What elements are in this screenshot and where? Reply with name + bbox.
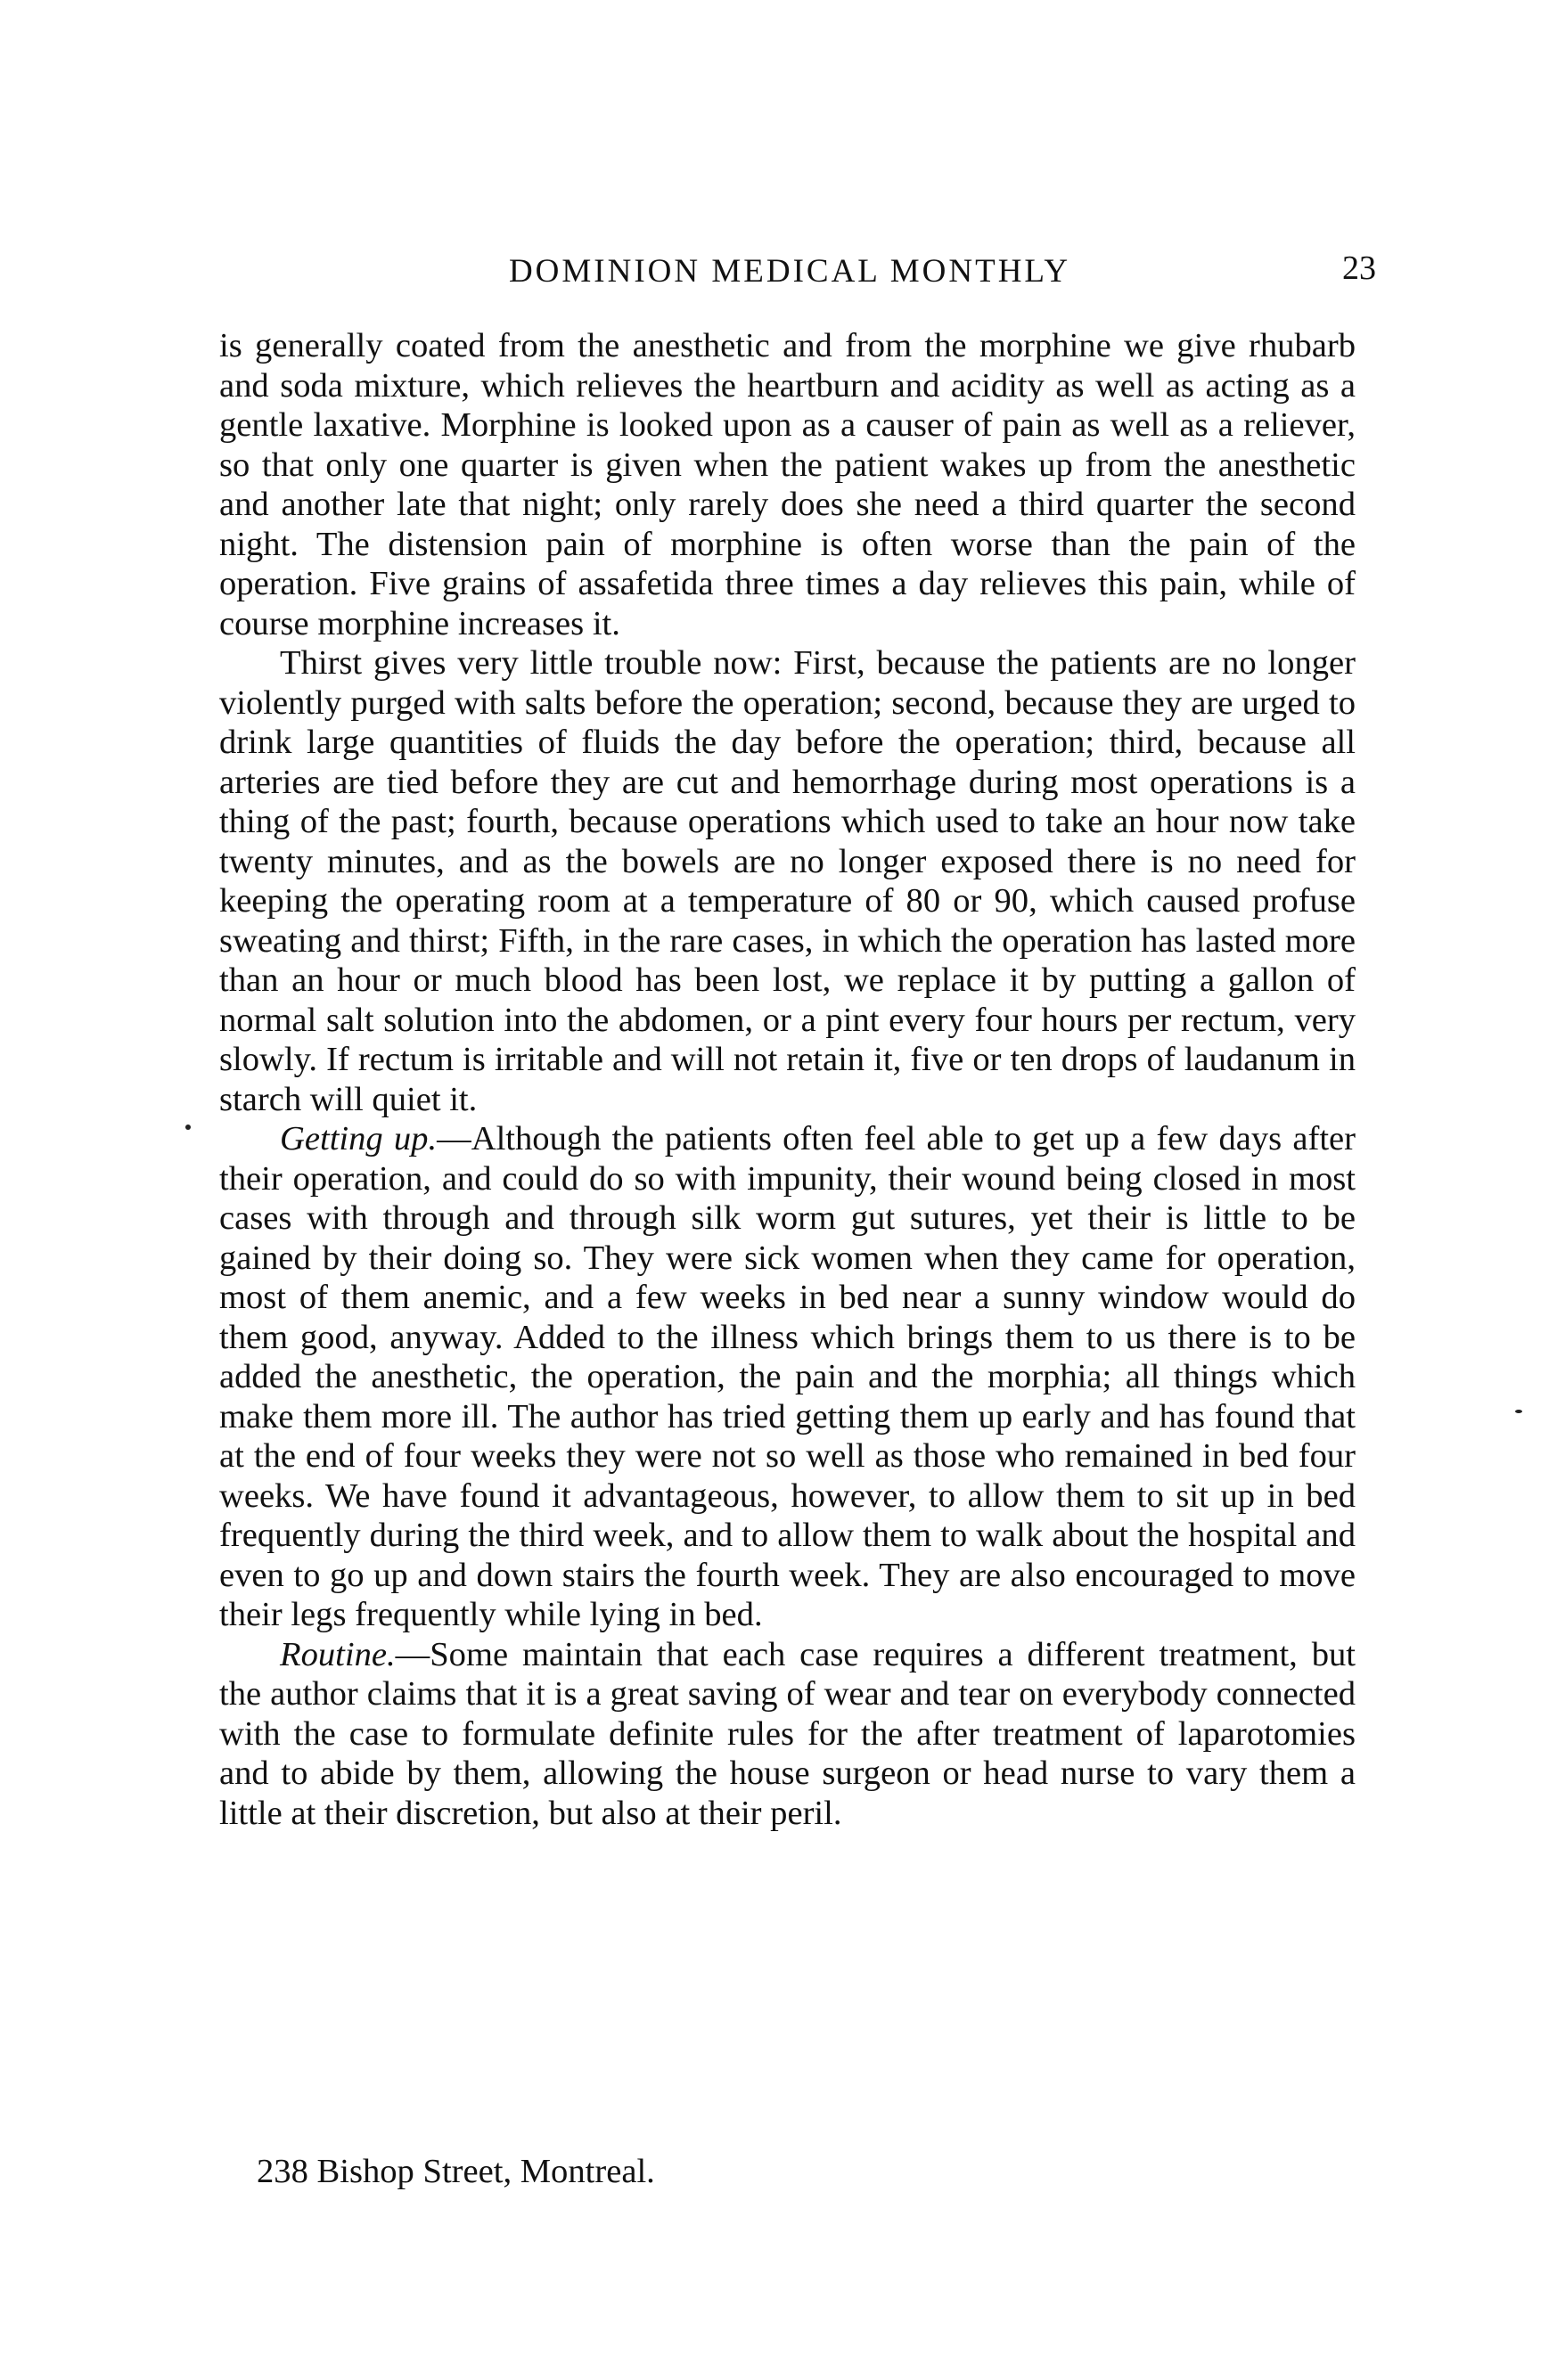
running-head	[219, 249, 1376, 294]
paragraph-text: is generally coated from the anesthetic and from the morphine we give rhubarb and soda mixture, which relieves the heartburn and acidity as well as acting as a gentle laxative. Morphine is looked upon as a causer of pain as well as a reliever, so that only one quarter is given when the patient wakes up from the anesthetic and another late that night; only rarely does she need a third quarter the second night. The distension pain of morphine is often worse than the pain of the operation. Five grains of assafetida three times a day relieves this pain, while of course morphine increases it.	[219, 327, 1356, 642]
margin-speck	[1515, 1410, 1522, 1413]
article-body	[219, 326, 1356, 1833]
paragraph-routine	[219, 1635, 1356, 1834]
paragraph-getting-up	[219, 1119, 1356, 1635]
margin-speck	[185, 1125, 191, 1130]
run-in-heading: Getting up.	[280, 1120, 438, 1157]
page-number: 23	[1342, 249, 1376, 287]
paragraph-text: —Although the patients often feel able to get up a few days after their operation, and could do so with impunity, their wound being closed in most cases with through and through silk worm gut sutures, yet their is little to be gained by their doing so. They were sick women when they came for operation, most of them anemic, and a few weeks in bed near a sunny window would do them good, anyway. Added to the illness which brings them to us there is to be added the anesthetic, the operation, the pain and the morphia; all things which make them more ill. The author has tried getting them up early and has found that at the end of four weeks they were not so well as those who remained in bed four weeks. We have found it advantageous, however, to allow them to sit up in bed frequently during the third week, and to allow them to walk about the hospital and even to go up and down stairs the fourth week. They are also encouraged to move their legs frequently while lying in bed.	[219, 1120, 1356, 1633]
paragraph-continuation	[219, 326, 1356, 643]
paragraph-text: —Some maintain that each case requires a different treatment, but the author claims that it is a great saving of wear and tear on everybody connected with the case to formulate definite rules for the after treatment of laparotomies and to abide by them, allowing the house surgeon or head nurse to vary them a little at their discretion, but also at their peril.	[219, 1635, 1356, 1832]
journal-title: DOMINION MEDICAL MONTHLY	[508, 253, 1071, 290]
paragraph-thirst	[219, 643, 1356, 1119]
paragraph-text: Thirst gives very little trouble now: First, because the patients are no longer violently purged with salts before the operation; second, because they are urged to drink large quantities of fluids the day before the operation; third, because all arteries are tied before they are cut and hemorrhage during most operations is a thing of the past; fourth, because operations which used to take an hour now take twenty minutes, and as the bowels are no longer exposed there is no need for keeping the operating room at a temperature of 80 or 90, which caused profuse sweating and thirst; Fifth, in the rare cases, in which the operation has lasted more than an hour or much blood has been lost, we replace it by putting a gallon of normal salt solution into the abdomen, or a pint every four hours per rectum, very slowly. If rectum is irritable and will not retain it, five or ten drops of laudanum in starch will quiet it.	[219, 644, 1356, 1118]
author-address: 238 Bishop Street, Montreal.	[257, 2153, 655, 2190]
run-in-heading: Routine.	[280, 1635, 396, 1673]
